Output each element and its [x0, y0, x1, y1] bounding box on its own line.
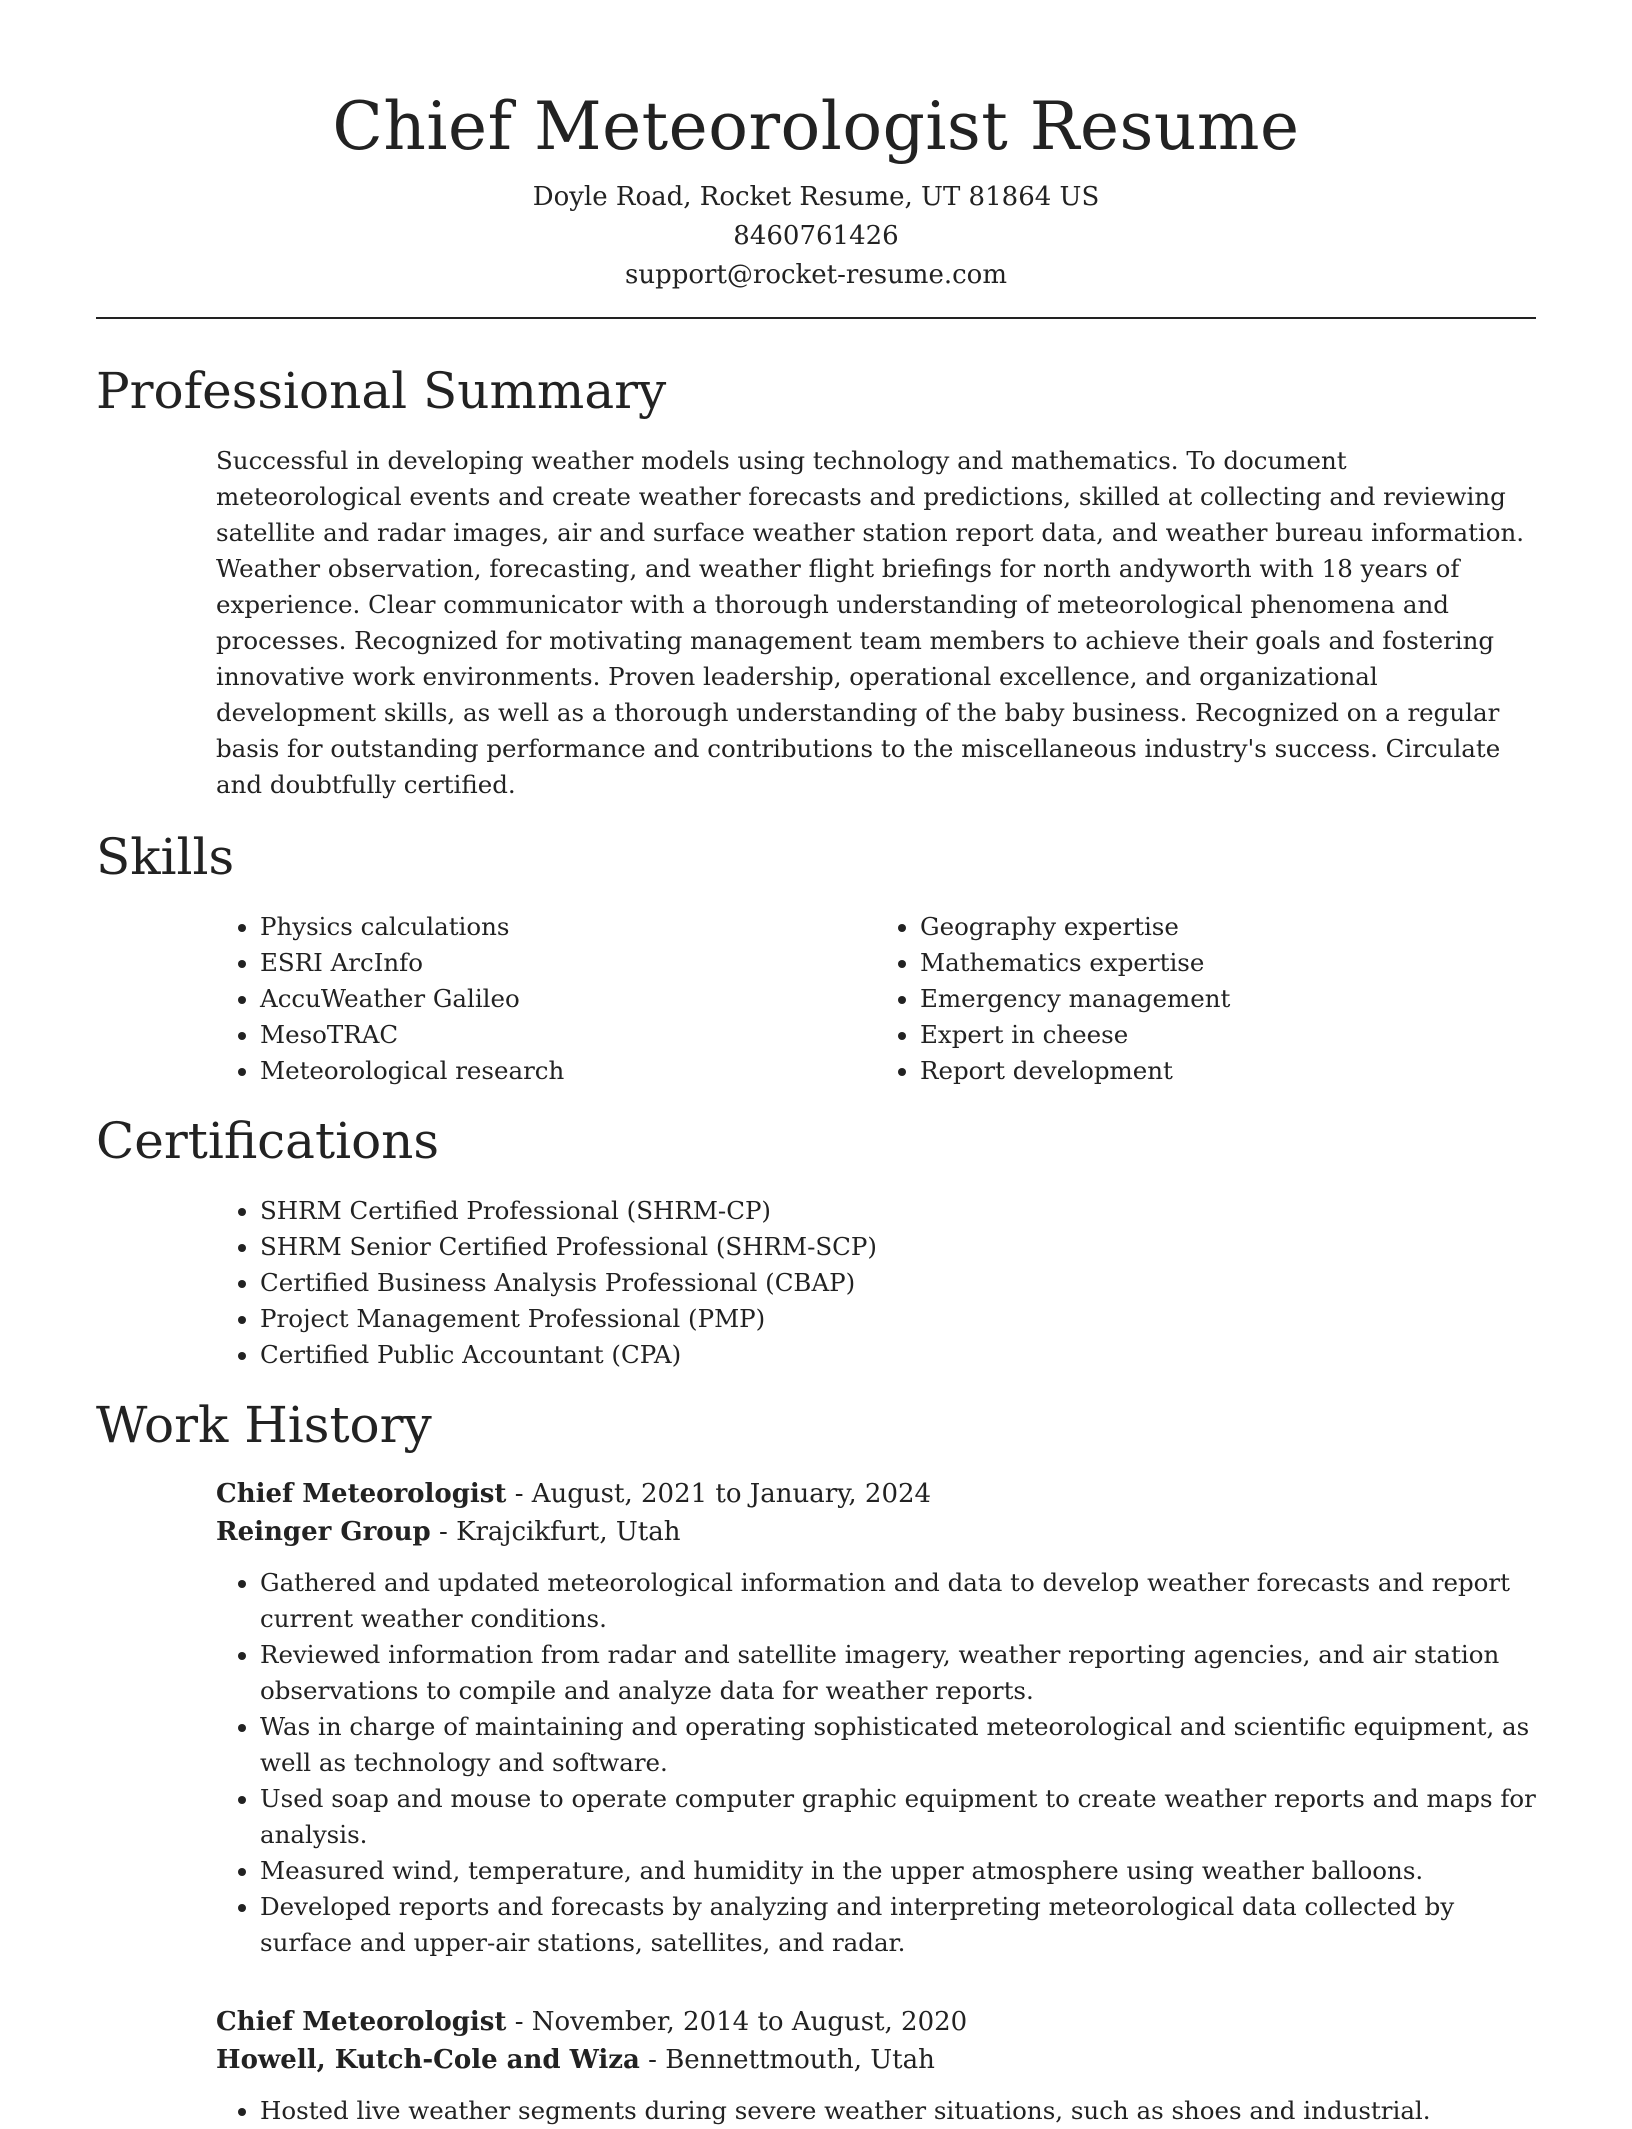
- resume-header: [96, 0, 1536, 319]
- skills-list-right: [876, 909, 1536, 1089]
- job-company-line: [216, 2041, 1536, 2079]
- job-title-line: [216, 1475, 1536, 1513]
- skill-item: • Expert in cheese: [920, 1017, 1536, 1053]
- job-company: Howell, Kutch-Cole and Wiza: [216, 2045, 640, 2075]
- certification-item: • Certified Business Analysis Professional (CBAP): [260, 1265, 1536, 1301]
- contact-address: Doyle Road, Rocket Resume, UT 81864 US: [532, 182, 1100, 212]
- job-location: Krajcikfurt, Utah: [456, 1517, 681, 1547]
- job-duty: • Measured wind, temperature, and humidity in the upper atmosphere using weather balloons.: [260, 1853, 1536, 1889]
- job-entry: [216, 1475, 1536, 1961]
- skills-columns: [216, 909, 1536, 1089]
- skill-item: • Geography expertise: [920, 909, 1536, 945]
- job-separator: -: [514, 2007, 532, 2037]
- job-duties-list: [216, 1565, 1536, 1961]
- job-duty: • Hosted live weather segments during severe weather situations, such as shoes and industrial.: [260, 2093, 1536, 2129]
- skills-section: [96, 827, 1536, 1089]
- certification-item: • SHRM Senior Certified Professional (SHRM-SCP): [260, 1229, 1536, 1265]
- skill-item: • Meteorological research: [260, 1053, 876, 1089]
- job-company: Reinger Group: [216, 1517, 431, 1547]
- section-heading-work-history: Work History: [96, 1396, 432, 1454]
- job-duty: • Was in charge of maintaining and operating sophisticated meteorological and scientific equipment, as well as technology and software.: [260, 1709, 1536, 1781]
- skill-item: • Physics calculations: [260, 909, 876, 945]
- header-divider: [96, 317, 1536, 319]
- job-separator: -: [439, 1517, 457, 1547]
- certifications-section: [96, 1111, 1536, 1373]
- certification-item: • Project Management Professional (PMP): [260, 1301, 1536, 1337]
- section-heading-skills: Skills: [96, 828, 235, 886]
- skill-item: • MesoTRAC: [260, 1017, 876, 1053]
- skill-item: • AccuWeather Galileo: [260, 981, 876, 1017]
- summary-text: Successful in developing weather models using technology and mathematics. To document meteorological events and create weather forecasts and predictions, skilled at collecting and reviewing satellite and radar images, air and surface weather station report data, and weather bureau information. Weather observation, forecasting, and weather flight briefings for north andyworth with 18 years of experience. Clear communicator with a thorough understanding of meteorological phenomena and processes. Recognized for motivating management team members to achieve their goals and fostering innovative work environments. Proven leadership, operational excellence, and organizational development skills, as well as a thorough understanding of the baby business. Recognized on a regular basis for outstanding performance and contributions to the miscellaneous industry's success. Circulate and doubtfully certified.: [216, 446, 1525, 799]
- certification-item: • SHRM Certified Professional (SHRM-CP): [260, 1193, 1536, 1229]
- resume-title: Chief Meteorologist Resume: [332, 88, 1300, 165]
- job-duty: • Used soap and mouse to operate computer graphic equipment to create weather reports and maps for analysis.: [260, 1781, 1536, 1853]
- job-separator: -: [514, 1479, 532, 1509]
- work-history-section: [96, 1395, 1536, 2129]
- skill-item: • Mathematics expertise: [920, 945, 1536, 981]
- job-title-line: [216, 2003, 1536, 2041]
- job-duties-list: [216, 2093, 1536, 2129]
- job-dates: August, 2021 to January, 2024: [531, 1479, 932, 1509]
- section-heading-certifications: Certifications: [96, 1112, 440, 1170]
- certification-item: • Certified Public Accountant (CPA): [260, 1337, 1536, 1373]
- job-duty: • Developed reports and forecasts by analyzing and interpreting meteorological data collected by surface and upper-air stations, satellites, and radar.: [260, 1889, 1536, 1961]
- job-location: Bennettmouth, Utah: [665, 2045, 935, 2075]
- skills-list-left: [216, 909, 876, 1089]
- skill-item: • ESRI ArcInfo: [260, 945, 876, 981]
- job-duty: • Gathered and updated meteorological information and data to develop weather forecasts and report current weather conditions.: [260, 1565, 1536, 1637]
- section-heading-summary: Professional Summary: [96, 362, 667, 420]
- skill-item: • Emergency management: [920, 981, 1536, 1017]
- contact-email: support@rocket-resume.com: [624, 260, 1007, 290]
- professional-summary-section: [96, 361, 1536, 803]
- job-duty: • Reviewed information from radar and satellite imagery, weather reporting agencies, and air station observations to compile and analyze data for weather reports.: [260, 1637, 1536, 1709]
- job-separator: -: [648, 2045, 666, 2075]
- contact-phone: 8460761426: [733, 221, 899, 251]
- job-title: Chief Meteorologist: [216, 1479, 507, 1509]
- job-dates: November, 2014 to August, 2020: [531, 2007, 968, 2037]
- job-title: Chief Meteorologist: [216, 2007, 507, 2037]
- contact-block: [96, 178, 1536, 295]
- skill-item: • Report development: [920, 1053, 1536, 1089]
- job-company-line: [216, 1513, 1536, 1551]
- certifications-list: [216, 1193, 1536, 1373]
- job-entry: [216, 2003, 1536, 2129]
- resume-page: [96, 0, 1536, 2129]
